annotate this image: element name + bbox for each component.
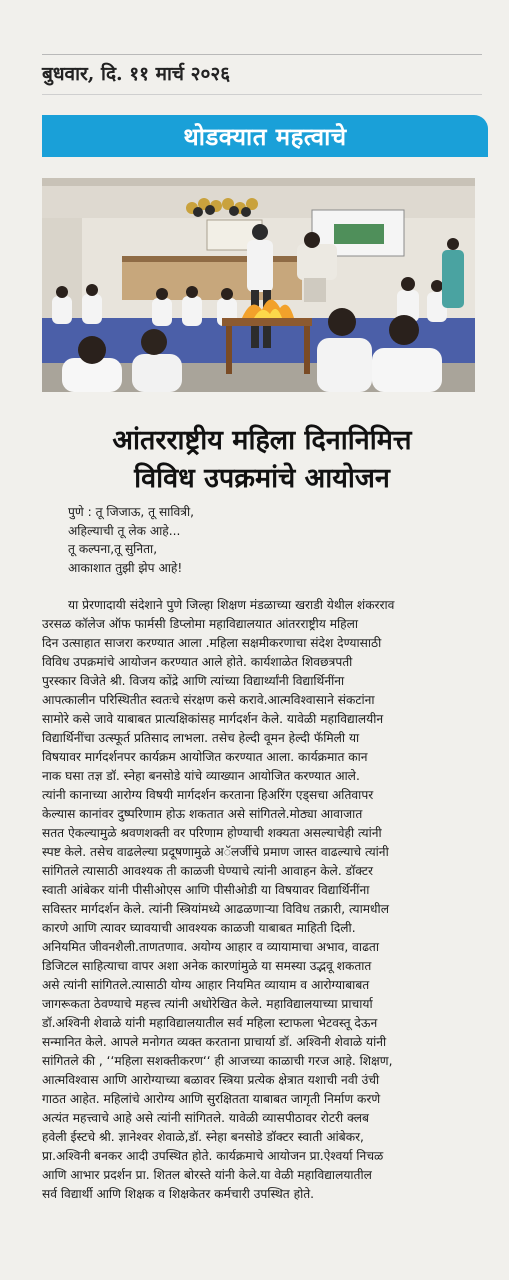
body-line: डिजिटल साहित्याचा वापर अशा अनेक कारणांमुळे या समस्या उद्भवू शकतात	[42, 959, 372, 973]
date-rule	[42, 94, 482, 95]
body-line: विविध उपक्रमांचे आयोजन करण्यात आले होते. कार्यशाळेत शिवछत्रपती	[42, 655, 353, 669]
body-line: सामोरे कसे जावे याबाबत प्रात्यक्षिकांसह मार्गदर्शन केले. यावेळी महाविद्यालयीन	[42, 712, 384, 726]
body-line: सांगितले त्यासाठी आवश्यक ती काळजी घेण्याचे त्यांनी आवाहन केले. डॉक्टर	[42, 864, 374, 878]
body-line: आपत्कालीन परिस्थितीत स्वतःचे संरक्षण कसे करावे.आत्मविश्वासाने संकटांना	[42, 693, 375, 707]
body-line: केल्यास कानांवर दुष्परिणाम होऊ शकतात असे सांगितले.मोठ्या आवाजात	[42, 807, 363, 821]
body-line: हवेली ईस्टचे श्री. ज्ञानेश्वर शेवाळे,डॉ. स्नेहा बनसोडे डॉक्टर स्वाती आंबेकर,	[42, 1130, 364, 1144]
body-line: अनियमित जीवनशैली.ताणतणाव. अयोग्य आहार व व्यायामाचा अभाव, वाढता	[42, 940, 380, 954]
body-line: अत्यंत महत्त्वाचे आहे असे त्यांनी सांगितले. यावेळी व्यासपीठावर रोटरी क्लब	[42, 1111, 369, 1125]
headline	[42, 422, 482, 498]
verse-line: तू कल्पना,तू सुनिता,	[68, 542, 158, 557]
section-banner-label: थोडक्यात महत्वाचे	[183, 122, 347, 151]
body-line: नाक घसा तज्ञ डॉ. स्नेहा बनसोडे यांचे व्याख्यान आयोजित करण्यात आले.	[42, 769, 360, 783]
body-line: दिन उत्साहात साजरा करण्यात आला .महिला सक्षमीकरणाचा संदेश देण्यासाठी	[42, 636, 382, 650]
verse-line: अहिल्याची तू लेक आहे...	[68, 523, 181, 538]
event-photo-illustration	[42, 178, 475, 392]
body-line: डॉ.अश्विनी शेवाळे यांनी महाविद्यालयातील सर्व महिला स्टाफला भेटवस्तू देऊन	[42, 1016, 378, 1030]
body-line: स्वाती आंबेकर यांनी पीसीओएस आणि पीसीओडी या विषयावर विद्यार्थिनींना	[42, 883, 370, 897]
event-photo	[42, 178, 475, 392]
headline-line-2: विविध उपक्रमांचे आयोजन	[134, 463, 390, 494]
body-line: विषयावर मार्गदर्शनपर कार्यक्रम आयोजित करण्यात आला. कार्यक्रमात कान	[42, 750, 368, 764]
body-line: असे त्यांनी सांगितले.त्यासाठी योग्य आहार नियमित व्यायाम व आरोग्याबाबत	[42, 978, 370, 992]
body-line: स्पष्ट केले. तसेच वाढलेल्या प्रदूषणामुळे अॅलर्जीचे प्रमाण जास्त वाढल्याचे त्यांनी	[42, 845, 389, 859]
verse-line: आकाशात तुझी झेप आहे!	[68, 561, 183, 576]
section-banner	[42, 115, 488, 157]
body-line: प्रा.अश्विनी बनकर आदी उपस्थित होते. कार्यक्रमाचे आयोजन प्रा.ऐश्वर्या निचळ	[42, 1149, 384, 1163]
body-line: आणि आभार प्रदर्शन प्रा. शितल बोरस्ते यांनी केले.या वेळी महाविद्यालयातील	[42, 1168, 372, 1182]
body-line: कारणे आणि त्यावर घ्यावयाची आवश्यक काळजी याबाबत माहिती दिली.	[42, 921, 356, 935]
body-line: सन्मानित केले. आपले मनोगत व्यक्त करताना प्राचार्या डॉ. अश्विनी शेवाळे यांनी	[42, 1035, 387, 1049]
body-line: सांगितले की , ‘‘महिला सशक्तीकरण‘‘ ही आजच्या काळाची गरज आहे. शिक्षण,	[42, 1054, 393, 1068]
dateline: बुधवार, दि. ११ मार्च २०२६	[42, 63, 231, 85]
headline-line-1: आंतरराष्ट्रीय महिला दिनानिमित्त	[112, 425, 412, 456]
body-line: उरसळ कॉलेज ऑफ फार्मसी डिप्लोमा महाविद्यालयात आंतरराष्ट्रीय महिला	[42, 617, 359, 631]
body-line: विद्यार्थिनींचा उत्स्फूर्त प्रतिसाद लाभला. तसेच हेल्दी वूमन हेल्दी फॅमिली या	[42, 731, 360, 745]
body-line: या प्रेरणादायी संदेशाने पुणे जिल्हा शिक्षण मंडळाच्या खराडी येथील शंकरराव	[68, 598, 395, 612]
article-body	[42, 596, 485, 1204]
body-line: सर्व विद्यार्थी आणि शिक्षक व शिक्षकेतर कर्मचारी उपस्थित होते.	[42, 1187, 315, 1201]
body-line: त्यांनी कानाच्या आरोग्य विषयी मार्गदर्शन करताना हिअरिंग एड्सचा अतिवापर	[42, 788, 374, 802]
body-line: सतत ऐकल्यामुळे श्रवणशक्ती वर परिणाम होण्याची शक्यता असल्याचेही त्यांनी	[42, 826, 382, 840]
body-line: पुरस्कार विजेते श्री. विजय कोंद्रे आणि त्यांच्या विद्यार्थ्यांनी विद्यार्थिनींना	[42, 674, 345, 688]
body-line: आत्मविश्वास आणि आरोग्याच्या बळावर स्त्रिया प्रत्येक क्षेत्रात यशाची नवी उंची	[42, 1073, 380, 1087]
body-line: गाठत आहेत. महिलांचे आरोग्य आणि सुरक्षितता याबाबत जागृती निर्माण करणे	[42, 1092, 381, 1106]
top-rule	[42, 54, 482, 55]
body-line: सविस्तर मार्गदर्शन केले. त्यांनी स्त्रियांमध्ये आढळणाऱ्या विविध तक्रारी, त्यामधील	[42, 902, 389, 916]
verse-line: पुणे : तू जिजाऊ, तू सावित्री,	[68, 505, 195, 519]
body-line: जागरूकता ठेवण्याचे महत्त्व त्यांनी अधोरेखित केले. महाविद्यालयाच्या प्राचार्या	[42, 997, 373, 1011]
opening-verse	[68, 503, 468, 578]
